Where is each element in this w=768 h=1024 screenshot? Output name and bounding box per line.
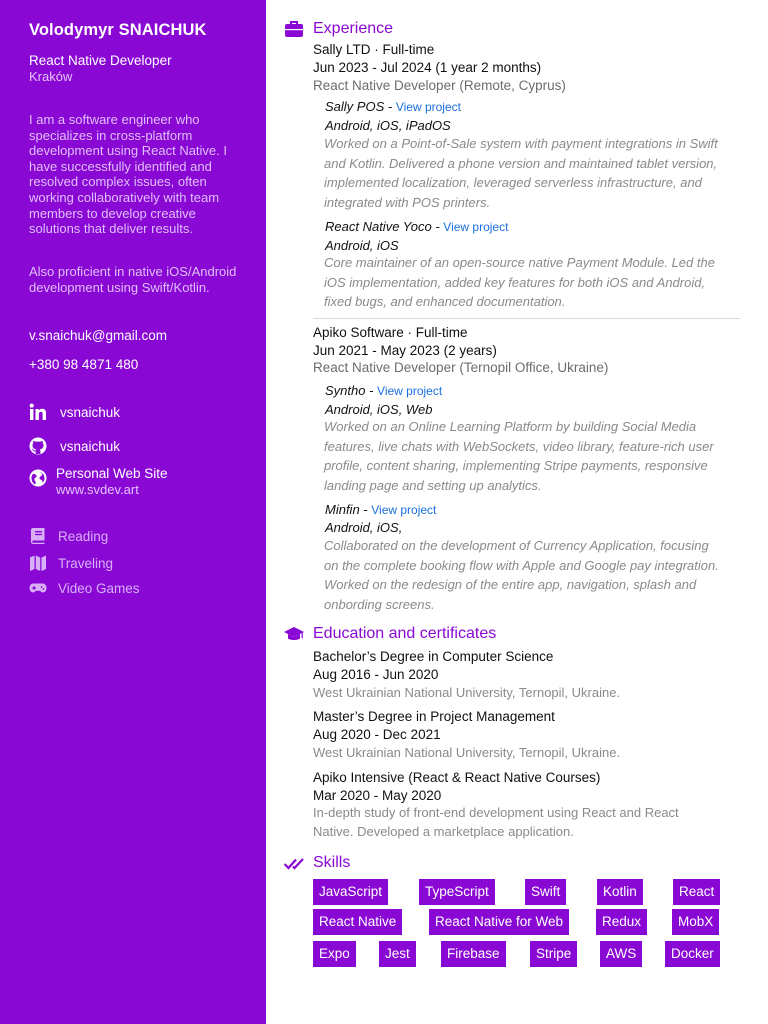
website-link[interactable]: [29, 466, 168, 497]
view-project-link[interactable]: View project: [377, 384, 443, 398]
book-icon: [29, 527, 47, 545]
linkedin-icon: [29, 403, 47, 421]
description-line: In-depth study of front-end development using React and React: [313, 805, 679, 820]
description-line: Native. Developed a marketplace application.: [313, 824, 574, 839]
skill-tag: MobX: [672, 909, 719, 935]
skill-tag: Kotlin: [597, 879, 643, 905]
section-title: Skills: [313, 854, 351, 871]
description-line: on the complete booking flow with Apple and Google pay integration.: [324, 557, 719, 573]
education-dates: Aug 2020 - Dec 2021: [313, 727, 441, 742]
github-username: vsnaichuk: [60, 438, 121, 454]
project-description: [324, 134, 740, 213]
description-line: Worked on the redesign of the entire app, navigation, splash and: [324, 577, 697, 593]
map-icon: [29, 554, 47, 572]
project-title: Syntho - View project: [325, 383, 443, 398]
description-line: Worked on an Online Learning Platform by building Social Media: [324, 419, 697, 434]
experience-heading: [284, 19, 393, 39]
description-line: fixed bugs, and enhanced documentation.: [324, 294, 566, 310]
education-heading: [284, 624, 496, 644]
description-line: features, live chats with WebSockets, video library, feature-rich user: [324, 438, 714, 454]
job-dates: Jun 2021 - May 2023 (2 years): [313, 343, 497, 358]
education-dates: Mar 2020 - May 2020: [313, 788, 442, 803]
email-link[interactable]: v.snaichuk@gmail.com: [29, 328, 167, 343]
project-platforms: Android, iOS: [325, 238, 399, 253]
profile-city: Kraków: [29, 69, 73, 84]
description-line: Core maintainer of an open-source native Payment Module. Led the: [324, 255, 715, 270]
description-line: integrated with POS printers.: [324, 195, 491, 211]
github-link[interactable]: [29, 437, 120, 455]
project-description: [324, 417, 740, 496]
hobby-traveling: [29, 554, 113, 572]
profile-name: Volodymyr SNAICHUK: [29, 21, 207, 39]
skill-tag: Docker: [665, 941, 720, 967]
skill-tag: Redux: [596, 909, 647, 935]
hobby-label: Reading: [58, 528, 109, 544]
double-check-icon: [284, 853, 304, 873]
hobby-label: Traveling: [58, 555, 114, 571]
view-project-link[interactable]: View project: [443, 220, 509, 234]
company: Sally LTD · Full-time: [313, 42, 435, 57]
about-text-native: Also proficient in native iOS/Android development using Swift/Kotlin.: [29, 264, 237, 295]
website-url: www.svdev.art: [56, 482, 139, 497]
skill-tag: Swift: [525, 879, 566, 905]
job-role: React Native Developer (Ternopil Office, Ukraine): [313, 360, 609, 375]
skill-tag: JavaScript: [313, 879, 388, 905]
skill-tag: React Native for Web: [429, 909, 569, 935]
job-dates: Jun 2023 - Jul 2024 (1 year 2 months): [313, 60, 542, 75]
globe-icon: [29, 469, 47, 487]
project-platforms: Android, iOS,: [325, 520, 403, 535]
skill-tag: Expo: [313, 941, 356, 967]
skill-tag: React Native: [313, 909, 402, 935]
description-line: implemented localization, leveraged serverless infrastructure, and: [324, 175, 702, 191]
view-project-link[interactable]: View project: [395, 100, 461, 114]
profile-title: React Native Developer: [29, 53, 172, 68]
skill-tag: AWS: [600, 941, 642, 967]
description-line: Worked on a Point-of-Sale system with payment integrations in Swift: [324, 136, 718, 151]
linkedin-username: vsnaichuk: [60, 404, 121, 420]
education-description: [313, 803, 733, 841]
project-name: Minfin: [325, 502, 360, 517]
divider: [313, 318, 740, 319]
section-title: Education and certificates: [313, 625, 497, 642]
website-label: Personal Web Site: [56, 466, 168, 481]
skill-tag: Jest: [379, 941, 416, 967]
project-platforms: Android, iOS, Web: [325, 402, 433, 417]
skill-tag: React: [673, 879, 720, 905]
project-description: [324, 536, 740, 615]
project-title: Minfin - View project: [325, 502, 437, 517]
project-name: Sally POS: [325, 99, 385, 114]
education-place: West Ukrainian National University, Ternopil, Ukraine.: [313, 685, 621, 700]
phone-link[interactable]: +380 98 4871 480: [29, 357, 139, 372]
project-title: Sally POS - View project: [325, 99, 461, 114]
description-line: iOS implementation, added key features for both iOS and Android,: [324, 274, 706, 290]
section-title: Experience: [313, 20, 394, 37]
project-description: [324, 253, 740, 312]
description-line: and Kotlin. Delivered a phone version and maintained tablet version,: [324, 155, 718, 171]
project-platforms: Android, iOS, iPadOS: [325, 118, 451, 133]
description-line: profile, content sharing, implementing Stripe payments, responsive: [324, 458, 708, 474]
github-icon: [29, 437, 47, 455]
view-project-link[interactable]: View project: [371, 503, 437, 517]
degree: Apiko Intensive (React & React Native Courses): [313, 770, 601, 785]
education-place: West Ukrainian National University, Ternopil, Ukraine.: [313, 745, 621, 760]
skill-tag: Stripe: [530, 941, 577, 967]
linkedin-link[interactable]: [29, 403, 120, 421]
description-line: landing page and setting up analytics.: [324, 478, 542, 494]
company: Apiko Software · Full-time: [313, 325, 468, 340]
gamepad-icon: [29, 579, 47, 597]
description-line: onbording screens.: [324, 597, 435, 613]
skills-heading: [284, 853, 350, 873]
graduation-cap-icon: [284, 624, 304, 644]
skill-tag: Firebase: [441, 941, 506, 967]
skill-tag: TypeScript: [419, 879, 495, 905]
project-title: React Native Yoco - View project: [325, 219, 509, 234]
briefcase-icon: [284, 19, 304, 39]
degree: Master’s Degree in Project Management: [313, 709, 555, 724]
project-name: React Native Yoco: [325, 219, 432, 234]
hobby-video-games: [29, 579, 140, 597]
description-line: Collaborated on the development of Currency Application, focusing: [324, 538, 709, 553]
degree: Bachelor’s Degree in Computer Science: [313, 649, 554, 664]
education-dates: Aug 2016 - Jun 2020: [313, 667, 439, 682]
hobby-reading: [29, 527, 108, 545]
job-role: React Native Developer (Remote, Cyprus): [313, 78, 566, 93]
about-text: I am a software engineer who specializes in cross-platform development using React Native. I have successfully identified and resolved complex issues, often working collaboratively with team members to develop creative solutions that deliver results.: [29, 112, 227, 237]
project-name: Syntho: [325, 383, 366, 398]
hobby-label: Video Games: [58, 580, 140, 596]
sidebar: [0, 0, 266, 1024]
